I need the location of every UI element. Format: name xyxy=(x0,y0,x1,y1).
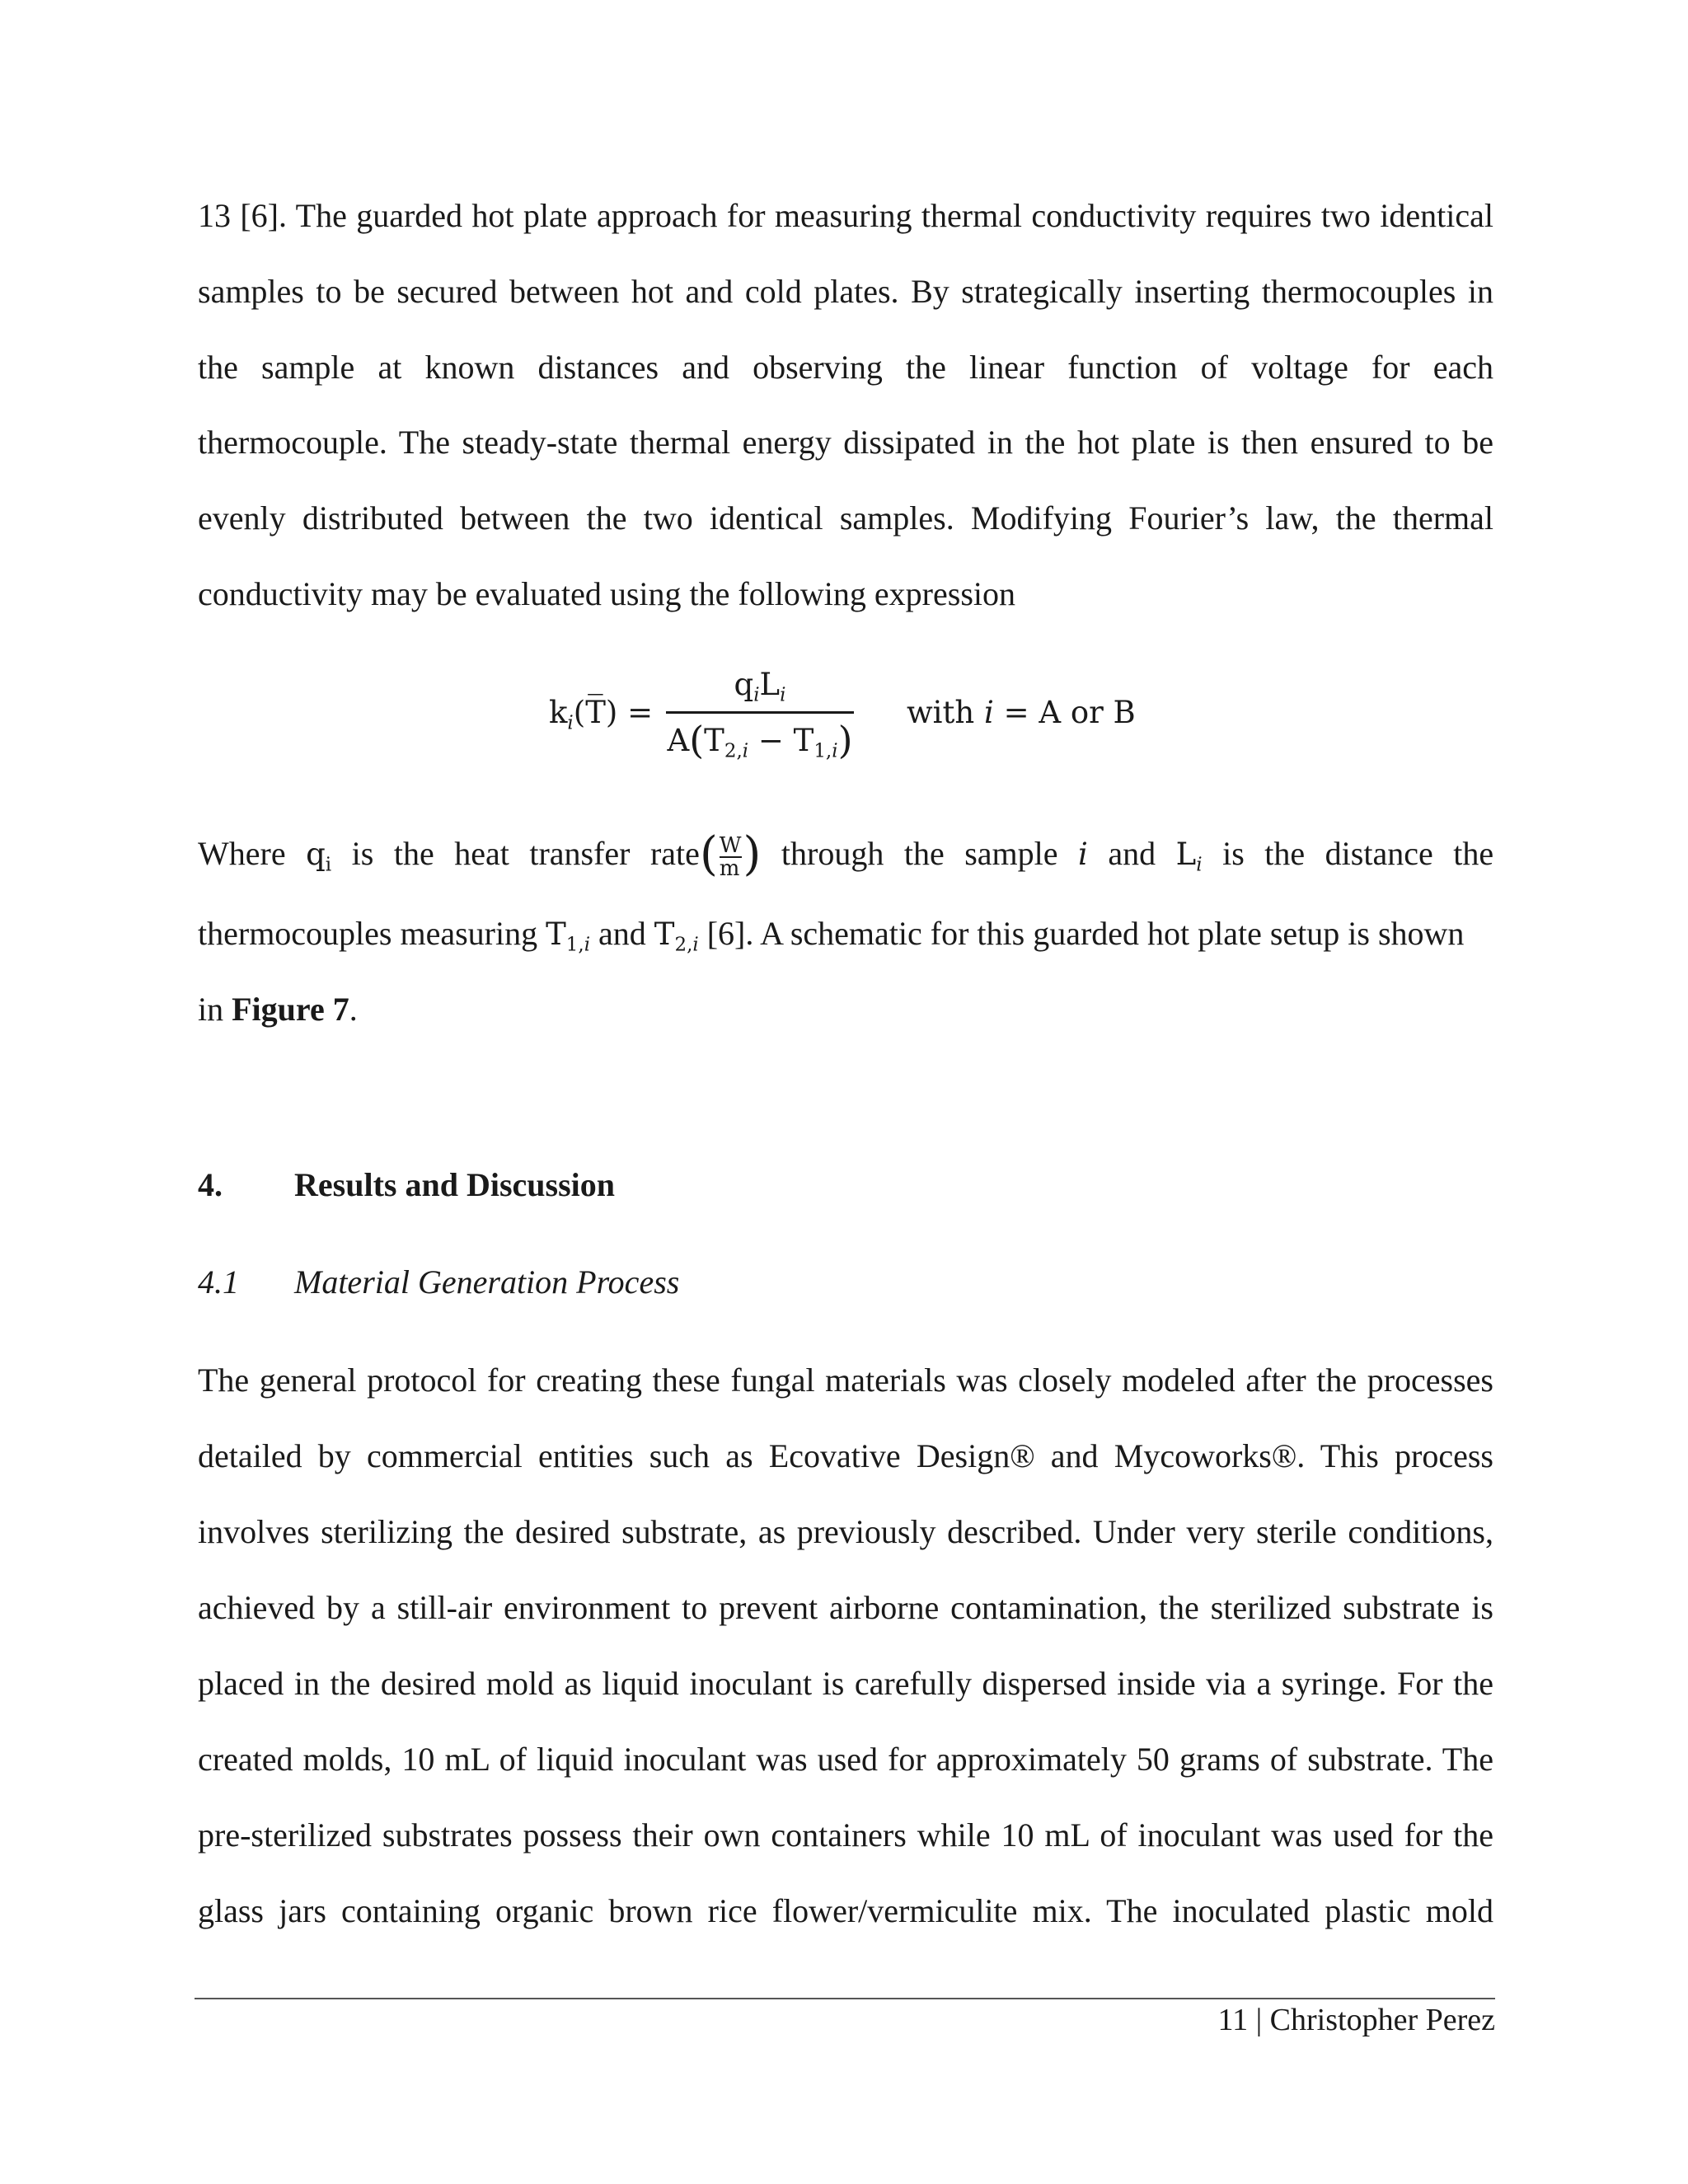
eq-equals: = xyxy=(627,695,654,730)
p2-text-b: through the sample xyxy=(781,835,1058,872)
section-number: 4. xyxy=(198,1166,223,1203)
p2-L-subscript: i xyxy=(1196,854,1203,876)
equation-fraction xyxy=(666,663,854,762)
paragraph-3-line-7: pre-sterilized substrates possess their own containers while 10 mL of inoculant was used for the xyxy=(198,1816,1493,1854)
subsection-title: Material Generation Process xyxy=(294,1263,680,1301)
p2-T2: T xyxy=(654,916,675,952)
paragraph-1-line-2: samples to be secured between hot and cold plates. By strategically inserting thermocouples in xyxy=(198,273,1493,310)
eq-T2-subscript xyxy=(724,740,748,762)
unit-w-per-m xyxy=(719,832,742,881)
paragraph-1-line-3: the sample at known distances and observing the linear function of voltage for each xyxy=(198,349,1493,386)
paragraph-1-line-5: evenly distributed between the two identical samples. Modifying Fourier’s law, the thermal xyxy=(198,499,1493,537)
paragraph-3-line-3: involves sterilizing the desired substrate, as previously described. Under very sterile conditions, xyxy=(198,1513,1493,1550)
eq-minus: − xyxy=(757,723,784,758)
page-footer: 11 | Christopher Perez xyxy=(1217,2003,1495,2037)
p2-sample-i: i xyxy=(1078,837,1088,872)
subsection-number: 4.1 xyxy=(198,1263,239,1301)
paragraph-3-line-6: created molds, 10 mL of liquid inoculant was used for approximately 50 grams of substrate. The xyxy=(198,1741,1493,1778)
p2-line3-b: . xyxy=(349,991,358,1028)
p2-T2-subscript-i: i xyxy=(692,934,699,956)
p2-T2-subscript-num: 2, xyxy=(674,934,693,956)
p2-q-subscript: i xyxy=(325,854,332,876)
eq-q: q xyxy=(734,667,754,702)
p2-T1: T xyxy=(546,916,566,952)
thermal-conductivity-equation xyxy=(528,663,1154,771)
eq-T2-subscript-i: i xyxy=(742,740,749,762)
p2-L-symbol xyxy=(1175,837,1203,876)
eq-with-rest: = A or B xyxy=(993,695,1136,730)
eq-A: A xyxy=(667,723,690,758)
p2-where: Where xyxy=(198,835,286,872)
unit-denominator: m xyxy=(719,855,740,881)
p2-line2-b: and xyxy=(590,915,654,952)
p2-L: L xyxy=(1175,837,1197,872)
p2-T1-subscript-num: 1, xyxy=(565,934,584,956)
p2-T1-subscript-i: i xyxy=(584,934,591,956)
eq-left-paren: ( xyxy=(689,718,705,762)
eq-mean-temperature: (T̅) xyxy=(573,695,618,730)
footer-divider xyxy=(195,1998,1495,1999)
unit-numerator: W xyxy=(719,832,742,858)
paragraph-1-line-6: conductivity may be evaluated using the following expression xyxy=(198,575,1015,612)
paragraph-1-line-1: 13 [6]. The guarded hot plate approach for measuring thermal conductivity requires two identical xyxy=(198,197,1493,234)
eq-k: k xyxy=(549,695,568,730)
section-title: Results and Discussion xyxy=(294,1166,616,1203)
equation-condition xyxy=(907,695,1136,730)
p2-T1-symbol xyxy=(546,916,591,956)
eq-T1-subscript xyxy=(814,740,837,762)
p2-q: q xyxy=(306,837,326,872)
equation-lhs xyxy=(549,695,654,734)
eq-with-i: i xyxy=(983,695,994,730)
p2-line2-c: [6]. A schematic for this guarded hot plate setup is shown xyxy=(698,915,1465,952)
paragraph-3-line-1: The general protocol for creating these fungal materials was closely modeled after the processes xyxy=(198,1361,1493,1399)
eq-T1-subscript-num: 1, xyxy=(814,740,832,762)
equation-denominator xyxy=(666,719,854,762)
p2-T2-symbol xyxy=(654,916,699,956)
paragraph-2-line-1 xyxy=(198,827,1494,881)
paragraph-2-line-3 xyxy=(198,990,1493,1029)
eq-T1-subscript-i: i xyxy=(832,740,838,762)
p2-line2-a: thermocouples measuring xyxy=(198,915,546,952)
paragraph-3-line-8: glass jars containing organic brown rice flower/vermiculite mix. The inoculated plastic mold xyxy=(198,1892,1493,1929)
equation-numerator xyxy=(666,663,854,706)
p2-text-d: is the distance the xyxy=(1222,835,1494,872)
eq-T2-subscript-num: 2, xyxy=(724,740,743,762)
unit-left-paren: ( xyxy=(699,827,718,881)
p2-q-symbol xyxy=(306,837,332,876)
unit-right-paren: ) xyxy=(743,827,762,881)
eq-L-subscript: i xyxy=(780,684,786,706)
eq-right-paren: ) xyxy=(837,718,853,762)
paragraph-3-line-2: detailed by commercial entities such as Ecovative Design® and Mycoworks®. This process xyxy=(198,1437,1493,1474)
paragraph-3-line-5: placed in the desired mold as liquid inoculant is carefully dispersed inside via a syringe. For the xyxy=(198,1665,1493,1702)
eq-T2: T xyxy=(704,723,724,758)
paragraph-1-line-4: thermocouple. The steady-state thermal energy dissipated in the hot plate is then ensured to be xyxy=(198,424,1493,461)
paragraph-3-line-4: achieved by a still-air environment to prevent airborne contamination, the sterilized substrate is xyxy=(198,1589,1493,1626)
p2-text-a: is the heat transfer rate xyxy=(351,835,700,872)
fraction-bar xyxy=(666,711,854,714)
eq-q-subscript: i xyxy=(753,684,760,706)
eq-with-label: with xyxy=(907,695,984,730)
p2-line3-a: in xyxy=(198,991,232,1028)
eq-k-subscript: i xyxy=(567,712,574,734)
figure-7-reference: Figure 7 xyxy=(232,991,349,1028)
paragraph-2-line-2 xyxy=(198,914,1493,954)
eq-L: L xyxy=(759,667,781,702)
eq-T1: T xyxy=(793,723,814,758)
p2-text-c: and xyxy=(1108,835,1156,872)
